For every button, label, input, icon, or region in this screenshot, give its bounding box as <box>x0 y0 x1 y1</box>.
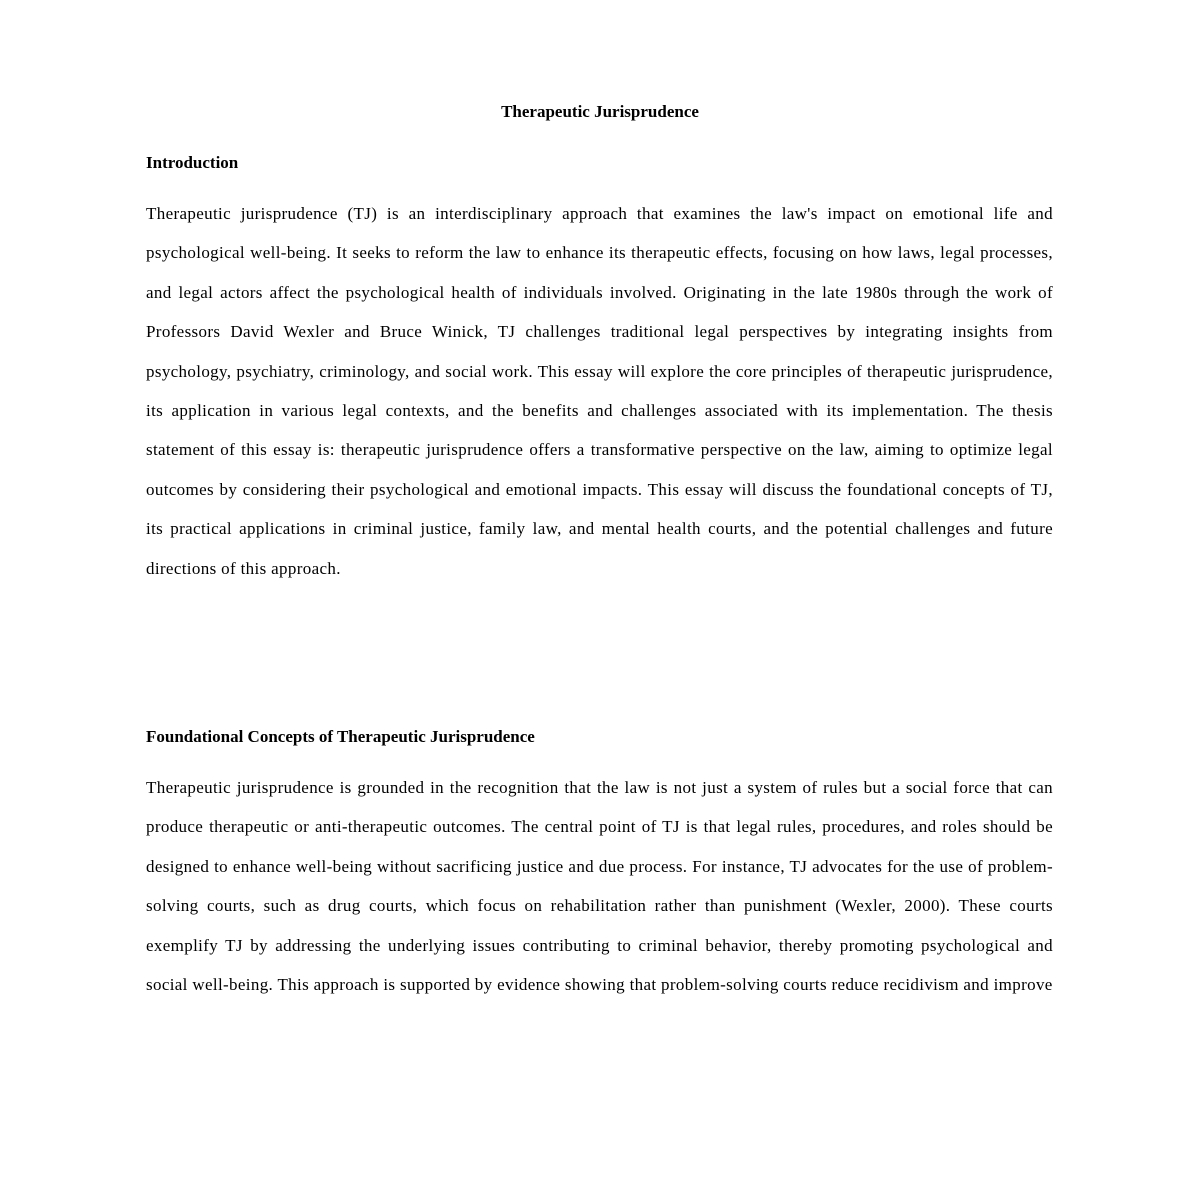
paragraph-introduction: Therapeutic jurisprudence (TJ) is an interdisciplinary approach that examines the law's impact on emotional life and psychological well-being. It seeks to reform the law to enhance its therapeutic effects, focusing on how laws, legal processes, and legal actors affect the psychological health of individuals involved. Originating in the late 1980s through the work of Professors David Wexler and Bruce Winick, TJ challenges traditional legal perspectives by integrating insights from psychology, psychiatry, criminology, and social work. This essay will explore the core principles of therapeutic jurisprudence, its application in various legal contexts, and the benefits and challenges associated with its implementation. The thesis statement of this essay is: therapeutic jurisprudence offers a transformative perspective on the law, aiming to optimize legal outcomes by considering their psychological and emotional impacts. This essay will discuss the foundational concepts of TJ, its practical applications in criminal justice, family law, and mental health courts, and the potential challenges and future directions of this approach. <box>146 204 1053 578</box>
section-heading-foundational-concepts: Foundational Concepts of Therapeutic Jurisprudence <box>146 727 535 746</box>
document-title: Therapeutic Jurisprudence <box>501 102 699 121</box>
paragraph-foundational-concepts: Therapeutic jurisprudence is grounded in the recognition that the law is not just a system of rules but a social force that can produce therapeutic or anti-therapeutic outcomes. The central point of TJ is that legal rules, procedures, and roles should be designed to enhance well-being without sacrificing justice and due process. For instance, TJ advocates for the use of problem-solving courts, such as drug courts, which focus on rehabilitation rather than punishment (Wexler, 2000). These courts exemplify TJ by addressing the underlying issues contributing to criminal behavior, thereby promoting psychological and social well-being. This approach is supported by evidence showing that problem-solving courts reduce recidivism and improve <box>146 778 1053 995</box>
section-heading-introduction: Introduction <box>146 153 239 172</box>
